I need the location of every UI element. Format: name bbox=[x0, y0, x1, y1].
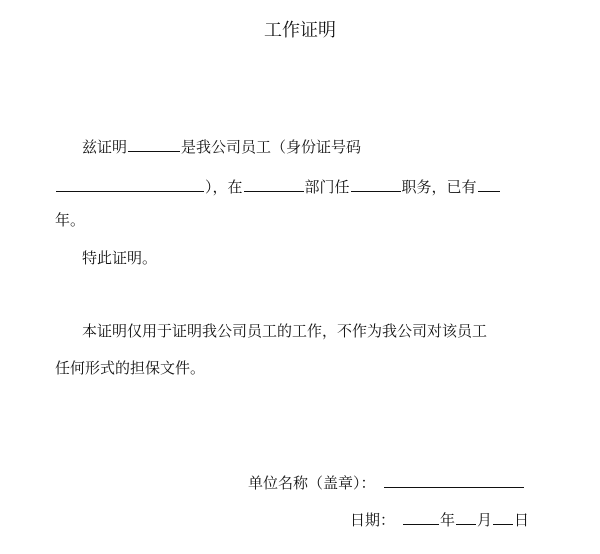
day-text: 日 bbox=[514, 511, 530, 529]
date-label: 日期： bbox=[350, 511, 396, 529]
paragraph-1-line-1 bbox=[82, 136, 361, 156]
date-line bbox=[350, 509, 529, 529]
id-number-blank bbox=[56, 176, 204, 192]
paragraph-2-line-2: 任何形式的担保文件。 bbox=[55, 359, 206, 377]
employee-status-text: 是我公司员工（身份证号码 bbox=[181, 138, 362, 156]
years-blank bbox=[478, 176, 500, 192]
unit-name-line bbox=[248, 472, 525, 492]
unit-name-blank bbox=[384, 472, 524, 488]
unit-name-label: 单位名称（盖章）： bbox=[248, 474, 376, 492]
position-blank bbox=[351, 176, 401, 192]
paragraph-1-line-3: 年。 bbox=[55, 211, 86, 229]
month-text: 月 bbox=[477, 511, 493, 529]
year-text: 年 bbox=[440, 511, 456, 529]
day-blank bbox=[493, 509, 513, 525]
department-text: 部门任 bbox=[304, 178, 350, 196]
intro-text: 兹证明 bbox=[82, 138, 128, 156]
hereby-certify-text: 特此证明。 bbox=[82, 249, 158, 267]
year-blank bbox=[403, 509, 439, 525]
duty-text: 职务，已有 bbox=[401, 178, 477, 196]
paragraph-1-line-2 bbox=[55, 176, 501, 196]
month-blank bbox=[456, 509, 476, 525]
employee-name-blank bbox=[128, 136, 180, 152]
department-blank bbox=[244, 176, 304, 192]
document-title: 工作证明 bbox=[264, 20, 336, 41]
paragraph-2-line-1: 本证明仅用于证明我公司员工的工作，不作为我公司对该员工 bbox=[82, 322, 488, 340]
close-paren-text: ），在 bbox=[205, 178, 243, 196]
